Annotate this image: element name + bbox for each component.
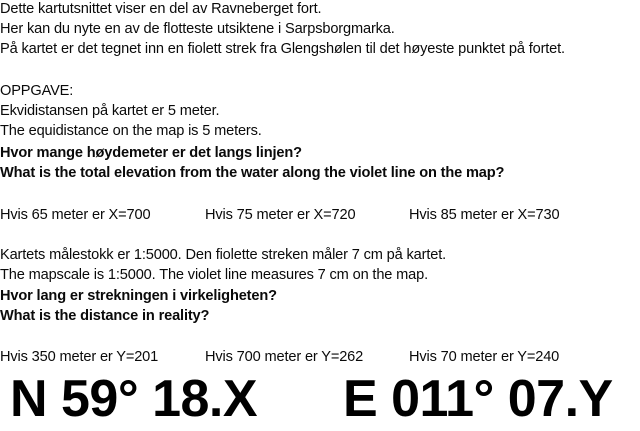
equidistance-text-no: Ekvidistansen på kartet er 5 meter. xyxy=(0,103,220,119)
elevation-question-en: What is the total elevation from the water along the violet line on the map? xyxy=(0,165,505,181)
mapscale-text-en: The mapscale is 1:5000. The violet line measures 7 cm on the map. xyxy=(0,267,429,283)
coordinate-north: N 59° 18.X xyxy=(10,370,258,428)
distance-option-3: Hvis 70 meter er Y=240 xyxy=(409,349,560,365)
elevation-option-3: Hvis 85 meter er X=730 xyxy=(409,207,560,223)
intro-line-3: På kartet er det tegnet inn en fiolett strek fra Glengshølen til det høyeste punktet på fortet. xyxy=(0,41,565,57)
elevation-option-1: Hvis 65 meter er X=700 xyxy=(0,207,151,223)
task-heading: OPPGAVE: xyxy=(0,83,74,99)
equidistance-text-en: The equidistance on the map is 5 meters. xyxy=(0,123,262,139)
elevation-option-2: Hvis 75 meter er X=720 xyxy=(205,207,356,223)
distance-question-en: What is the distance in reality? xyxy=(0,308,210,324)
coordinate-east: E 011° 07.Y xyxy=(343,370,613,428)
distance-option-1: Hvis 350 meter er Y=201 xyxy=(0,349,159,365)
distance-question-no: Hvor lang er strekningen i virkeligheten? xyxy=(0,288,277,304)
mapscale-text-no: Kartets målestokk er 1:5000. Den fiolette streken måler 7 cm på kartet. xyxy=(0,247,447,263)
intro-line-2: Her kan du nyte en av de flotteste utsiktene i Sarpsborgmarka. xyxy=(0,21,395,37)
intro-line-1: Dette kartutsnittet viser en del av Ravneberget fort. xyxy=(0,1,322,17)
distance-option-2: Hvis 700 meter er Y=262 xyxy=(205,349,364,365)
elevation-question-no: Hvor mange høydemeter er det langs linjen? xyxy=(0,145,302,161)
